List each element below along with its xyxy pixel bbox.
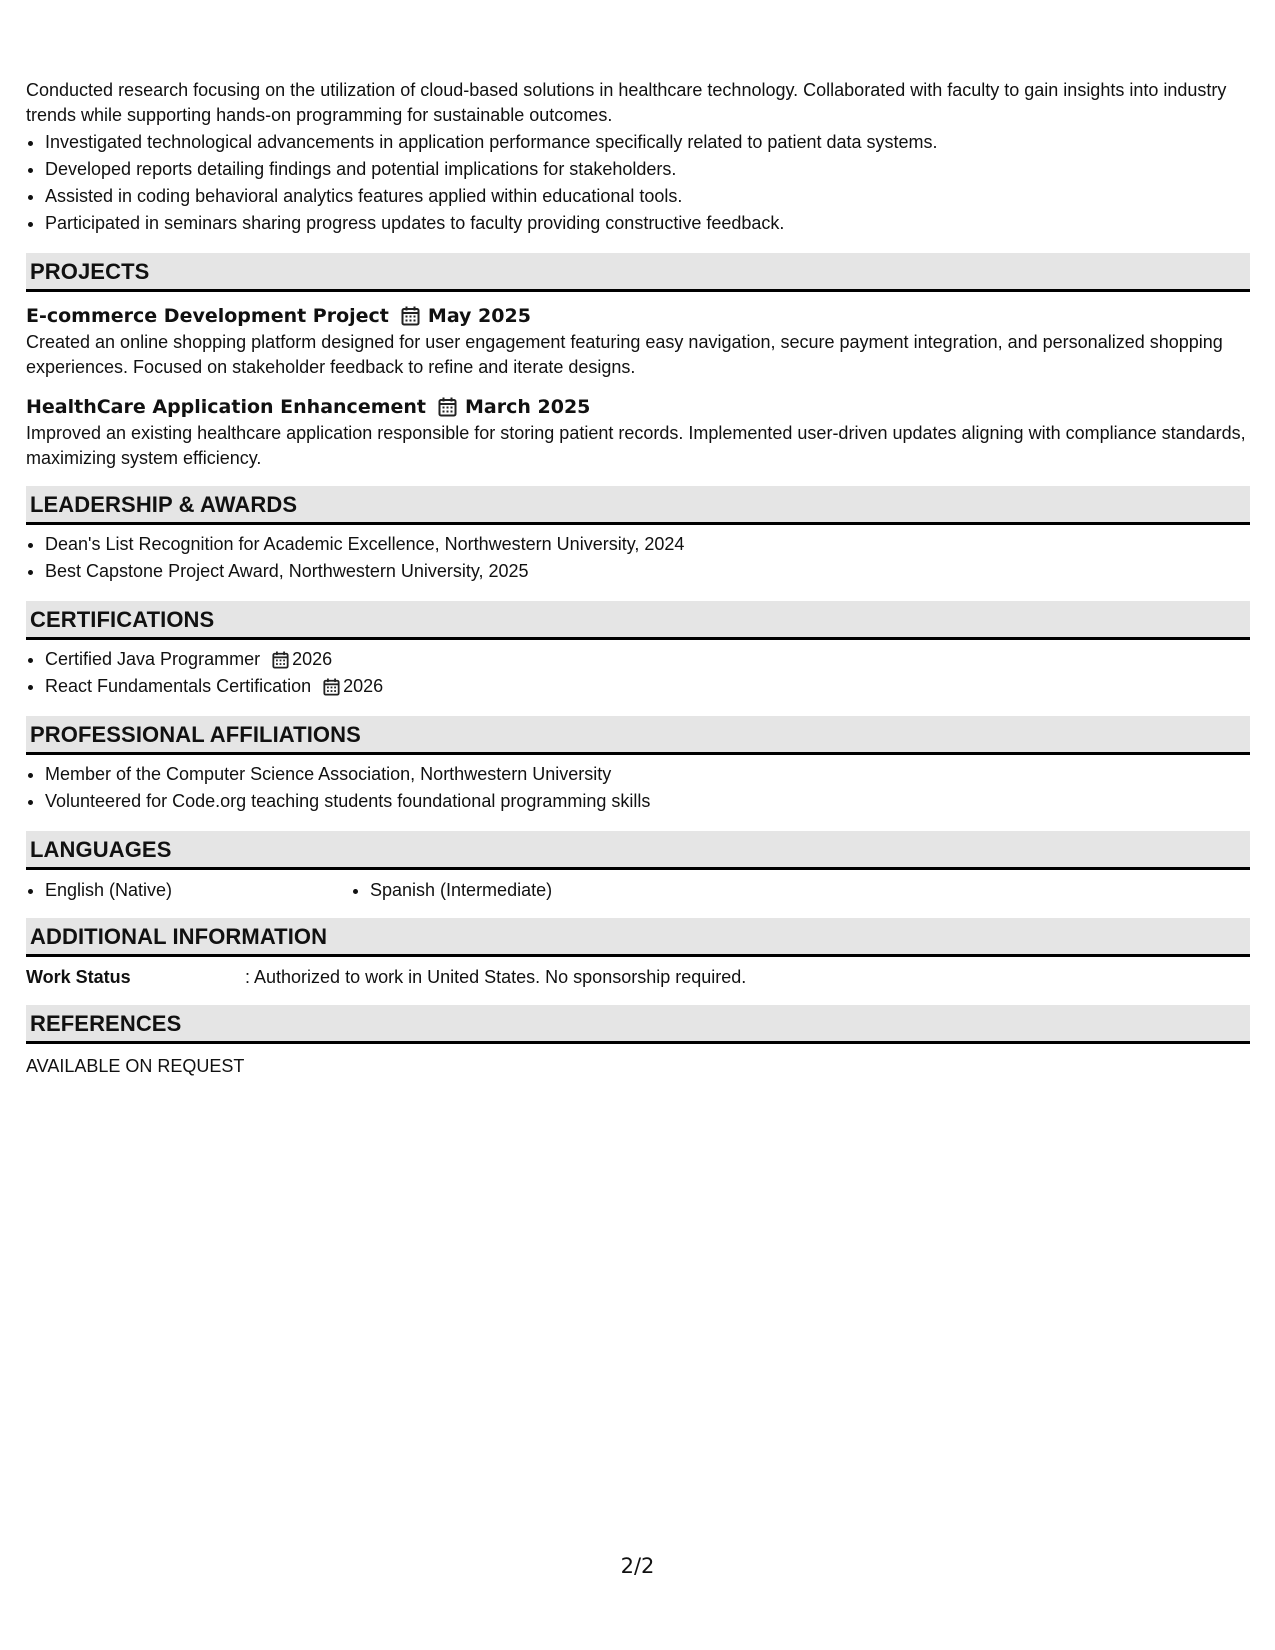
- list-item: • Member of the Computer Science Association, Northwestern University: [45, 761, 1250, 788]
- list-item: • Dean's List Recognition for Academic Excellence, Northwestern University, 2024: [45, 531, 1250, 558]
- project-item: [26, 393, 1250, 470]
- project-title: HealthCare Application Enhancement: [26, 396, 426, 418]
- list-item: • Developed reports detailing findings and potential implications for stakeholders.: [45, 156, 1250, 183]
- list-item: • Spanish (Intermediate): [370, 878, 552, 902]
- certifications-list: [26, 646, 1250, 700]
- list-item: • Best Capstone Project Award, Northwestern University, 2025: [45, 558, 1250, 585]
- work-status-value: : Authorized to work in United States. No sponsorship required.: [245, 967, 747, 987]
- list-item: • English (Native): [45, 878, 351, 902]
- certification-name: • Certified Java Programmer: [45, 649, 261, 669]
- references-text: AVAILABLE ON REQUEST: [26, 1056, 245, 1076]
- project-date: March 2025: [465, 396, 591, 418]
- calendar-icon: [438, 397, 457, 417]
- research-bullets: [26, 129, 1250, 237]
- list-item: [45, 673, 1250, 700]
- languages-heading: LANGUAGES: [26, 831, 1250, 870]
- additional-info-heading: ADDITIONAL INFORMATION: [26, 918, 1250, 957]
- project-title: E-commerce Development Project: [26, 305, 389, 327]
- page-number: 2/2: [620, 1554, 655, 1578]
- work-status-label: Work Status: [26, 967, 131, 987]
- list-item: • Volunteered for Code.org teaching students foundational programming skills: [45, 788, 1250, 815]
- certification-name: • React Fundamentals Certification: [45, 676, 312, 696]
- project-description: Improved an existing healthcare application responsible for storing patient records. Implemented user-driven updates aligning with compliance standards, maximizing system efficiency.: [26, 423, 1246, 468]
- calendar-icon: [323, 678, 340, 696]
- research-summary: Conducted research focusing on the utilization of cloud-based solutions in healthcare technology. Collaborated with faculty to gain insights into industry trends while supporting hands-on programming for sustainable outcomes.: [26, 80, 1227, 125]
- list-item: • Participated in seminars sharing progress updates to faculty providing constructive feedback.: [45, 210, 1250, 237]
- project-item: [26, 302, 1250, 379]
- calendar-icon: [272, 651, 289, 669]
- languages-list: [26, 878, 1250, 902]
- project-date: May 2025: [427, 305, 531, 327]
- affiliations-list: [26, 761, 1250, 815]
- references-heading: REFERENCES: [26, 1005, 1250, 1044]
- certifications-heading: CERTIFICATIONS: [26, 601, 1250, 640]
- project-header: [26, 393, 1250, 421]
- leadership-heading: LEADERSHIP & AWARDS: [26, 486, 1250, 525]
- list-item: • Assisted in coding behavioral analytics features applied within educational tools.: [45, 183, 1250, 210]
- certification-year: 2026: [292, 649, 333, 669]
- certification-year: 2026: [343, 676, 384, 696]
- calendar-icon: [401, 306, 420, 326]
- list-item: [45, 646, 1250, 673]
- affiliations-heading: PROFESSIONAL AFFILIATIONS: [26, 716, 1250, 755]
- project-header: [26, 302, 1250, 330]
- work-status-row: [26, 965, 1250, 989]
- list-item: • Investigated technological advancements in application performance specifically related to patient data systems.: [45, 129, 1250, 156]
- resume-page: [26, 78, 1250, 1078]
- projects-heading: PROJECTS: [26, 253, 1250, 292]
- leadership-list: [26, 531, 1250, 585]
- project-description: Created an online shopping platform designed for user engagement featuring easy navigation, secure payment integration, and personalized shopping experiences. Focused on stakeholder feedback to refine and iterate designs.: [26, 332, 1223, 377]
